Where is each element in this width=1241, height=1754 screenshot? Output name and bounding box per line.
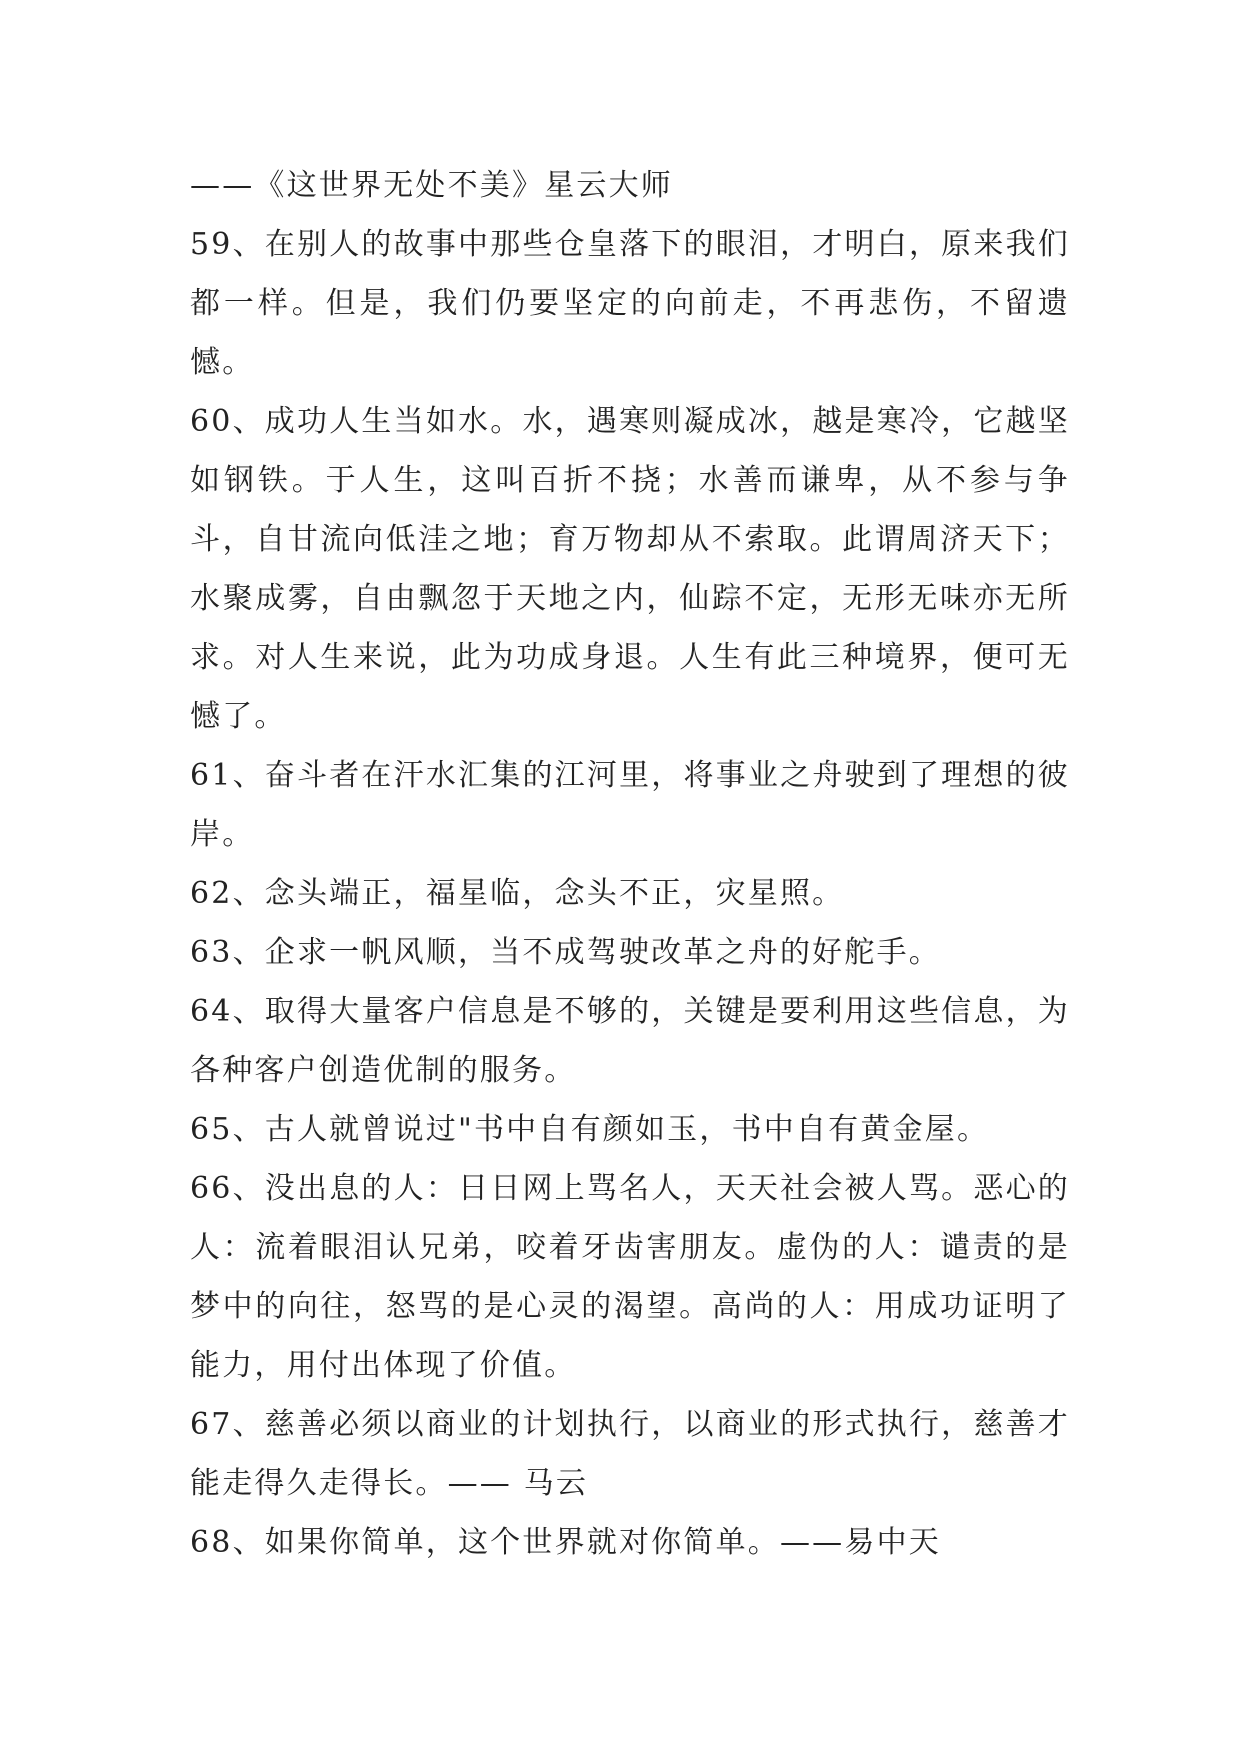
paragraph-67: 67、慈善必须以商业的计划执行，以商业的形式执行，慈善才能走得久走得长。—— 马云	[190, 1407, 1070, 1501]
paragraph-66: 66、没出息的人：日日网上骂名人，天天社会被人骂。恶心的人：流着眼泪认兄弟，咬着牙齿害朋友。虚伪的人：谴责的是梦中的向往，怒骂的是心灵的渴望。高尚的人：用成功证明了能力，用付出体现了价值。	[190, 1171, 1070, 1383]
paragraph-61: 61、奋斗者在汗水汇集的江河里，将事业之舟驶到了理想的彼岸。	[190, 758, 1070, 852]
paragraph-60: 60、成功人生当如水。水，遇寒则凝成冰，越是寒冷，它越坚如钢铁。于人生，这叫百折不挠；水善而谦卑，从不参与争斗，自甘流向低洼之地；育万物却从不索取。此谓周济天下；水聚成雾，自由飘忽于天地之内，仙踪不定，无形无味亦无所求。对人生来说，此为功成身退。人生有此三种境界，便可无憾了。	[190, 404, 1070, 734]
paragraph-62: 62、念头端正，福星临，念头不正，灾星照。	[190, 876, 845, 911]
paragraph-attribution: ——《这世界无处不美》星云大师	[190, 168, 673, 203]
document-body	[190, 156, 1070, 1572]
paragraph-63: 63、企求一帆风顺，当不成驾驶改革之舟的好舵手。	[190, 935, 941, 970]
paragraph-68: 68、如果你简单，这个世界就对你简单。——易中天	[190, 1525, 941, 1560]
paragraph-65: 65、古人就曾说过"书中自有颜如玉，书中自有黄金屋。	[190, 1112, 990, 1147]
paragraph-59: 59、在别人的故事中那些仓皇落下的眼泪，才明白，原来我们都一样。但是，我们仍要坚定的向前走，不再悲伤，不留遗憾。	[190, 227, 1070, 380]
paragraph-64: 64、取得大量客户信息是不够的，关键是要利用这些信息，为各种客户创造优制的服务。	[190, 994, 1070, 1088]
